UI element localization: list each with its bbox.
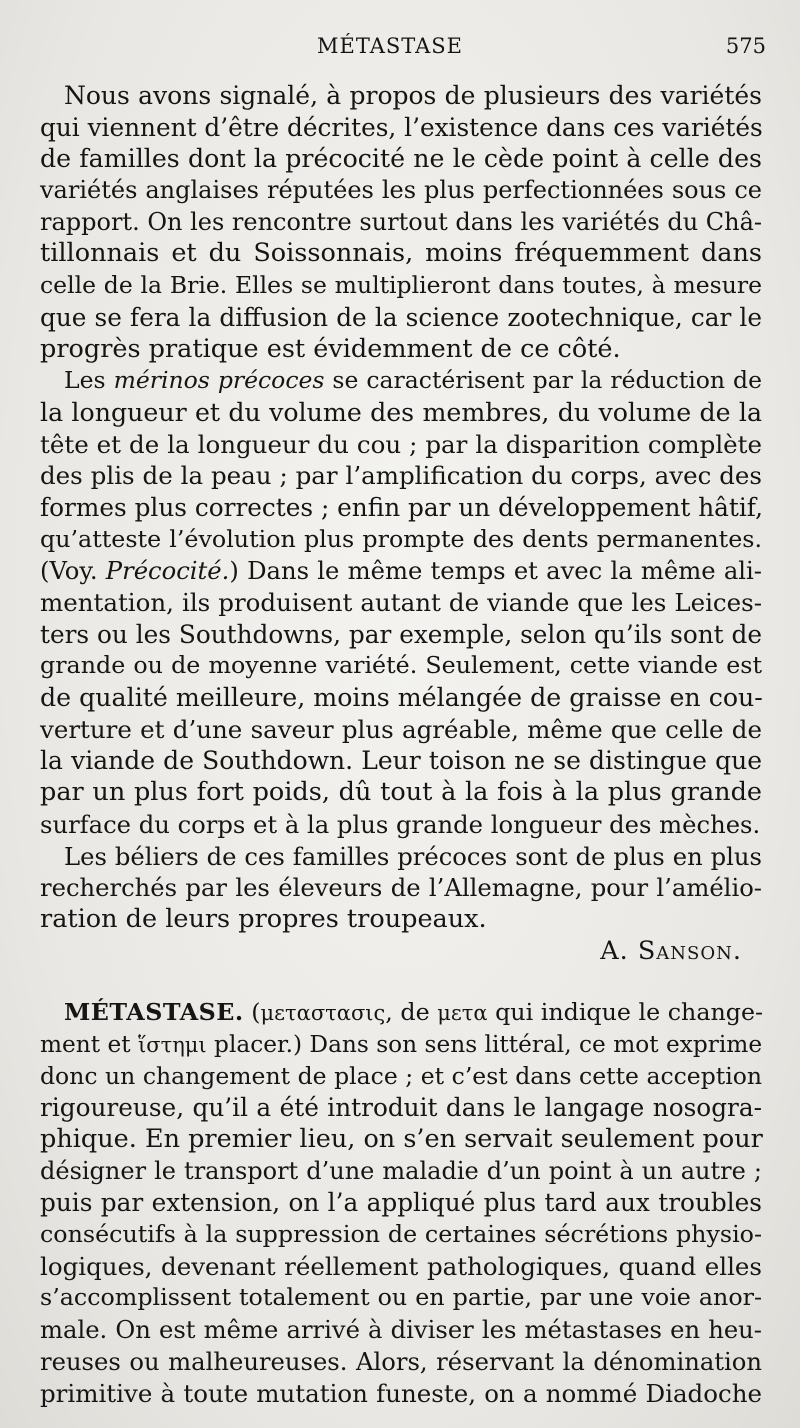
text-run: ( bbox=[243, 998, 261, 1027]
text-line: ters ou les Southdowns, par exemple, selon qu’ils sont de bbox=[40, 619, 762, 649]
text-line: que se fera la diffusion de la science zootechnique, car le bbox=[40, 302, 762, 332]
text-run: ment et bbox=[40, 1030, 139, 1058]
running-title: MÉTASTASE bbox=[317, 34, 463, 58]
text-line: verture et d’une saveur plus agréable, même que celle de bbox=[40, 714, 762, 744]
text-line: de qualité meilleure, moins mélangée de graisse en cou- bbox=[40, 683, 763, 713]
dictionary-entry bbox=[40, 997, 762, 1409]
greek-word: μετα bbox=[437, 1001, 488, 1026]
page-header bbox=[0, 34, 800, 64]
text-line: qu’atteste l’évolution plus prompte des dents permanentes. bbox=[40, 524, 762, 553]
entry-headword: MÉTASTASE. bbox=[64, 998, 244, 1027]
text-line: rigoureuse, qu’il a été introduit dans le langage nosogra- bbox=[40, 1093, 762, 1123]
text-run: Les bbox=[64, 366, 114, 395]
text-line: tillonnais et du Soissonnais, moins fréquemment dans bbox=[40, 238, 762, 269]
text-line: rapport. On les rencontre surtout dans les variétés du Châ- bbox=[40, 207, 763, 236]
text-line: s’accomplissent totalement ou en partie, par une voie anor- bbox=[40, 1283, 762, 1312]
text-line bbox=[40, 555, 762, 587]
text-line bbox=[40, 997, 762, 1029]
paragraph bbox=[40, 80, 762, 365]
text-line bbox=[40, 365, 762, 397]
text-line: male. On est même arrivé à diviser les métastases en heu- bbox=[40, 1315, 762, 1345]
paragraph bbox=[40, 841, 762, 936]
italic-term: mérinos précoces bbox=[113, 366, 325, 395]
text-run: , de bbox=[385, 998, 438, 1027]
text-line: la longueur et du volume des membres, du volume de la bbox=[40, 397, 762, 427]
cross-reference: Précocité. bbox=[105, 556, 230, 586]
text-line: par un plus fort poids, dû tout à la fois à la plus grande bbox=[40, 777, 762, 808]
text-run: qui indique le change- bbox=[487, 998, 764, 1027]
author-signature: A. Sanson. bbox=[600, 935, 742, 966]
text-line: des plis de la peau ; par l’amplification du corps, avec des bbox=[40, 461, 762, 491]
section-gap bbox=[40, 967, 762, 997]
text-line: ration de leurs propres troupeaux. bbox=[40, 903, 487, 934]
text-line: Les béliers de ces familles précoces sont de plus en plus bbox=[64, 841, 762, 871]
text-line: formes plus correctes ; enfin par un développement hâtif, bbox=[40, 492, 763, 522]
text-line: variétés anglaises réputées les plus perfectionnées sous ce bbox=[40, 176, 762, 205]
text-line: la viande de Southdown. Leur toison ne se distingue que bbox=[40, 746, 762, 776]
page-body bbox=[40, 80, 762, 1409]
text-line: tête et de la longueur du cou ; par la disparition complète bbox=[40, 429, 762, 459]
text-line: progrès pratique est évidemment de ce côté. bbox=[40, 333, 621, 364]
text-line: surface du corps et à la plus grande longueur des mèches. bbox=[40, 809, 761, 839]
text-run: se caractérisent par la réduction de bbox=[324, 366, 762, 395]
text-line: celle de la Brie. Elles se multiplieront dans toutes, à mesure bbox=[40, 271, 762, 300]
text-line: désigner le transport d’une maladie d’un point à un autre ; bbox=[40, 1156, 762, 1185]
text-line: Nous avons signalé, à propos de plusieurs des variétés bbox=[64, 81, 762, 110]
text-line: consécutifs à la suppression de certaines sécrétions physio- bbox=[40, 1220, 762, 1249]
text-line: puis par extension, on l’a appliqué plus tard aux troubles bbox=[40, 1188, 762, 1218]
text-line: de familles dont la précocité ne le cède point à celle des bbox=[40, 144, 762, 174]
text-line: primitive à toute mutation funeste, on a nommé Diadoche bbox=[40, 1378, 762, 1408]
text-line: logiques, devenant réellement pathologiques, quand elles bbox=[40, 1251, 762, 1281]
paragraph bbox=[40, 365, 762, 840]
text-run: (Voy. bbox=[40, 556, 106, 586]
text-line: grande ou de moyenne variété. Seulement, cette viande est bbox=[40, 651, 762, 680]
greek-word: ἵστημι bbox=[138, 1032, 207, 1057]
text-line: phique. En premier lieu, on s’en servait seulement pour bbox=[40, 1124, 763, 1154]
text-line: recherchés par les éleveurs de l’Allemagne, pour l’amélio- bbox=[40, 873, 762, 903]
text-line: mentation, ils produisent autant de viande que les Leices- bbox=[40, 588, 762, 617]
text-run: ) Dans le même temps et avec la même ali- bbox=[229, 556, 762, 586]
text-run: placer.) Dans son sens littéral, ce mot exprime bbox=[206, 1030, 763, 1058]
text-line bbox=[40, 1029, 762, 1061]
page-number: 575 bbox=[725, 34, 766, 58]
text-line: qui viennent d’être décrites, l’existence dans ces variétés bbox=[40, 112, 763, 142]
text-line: reuses ou malheureuses. Alors, réservant la dénomination bbox=[40, 1346, 762, 1376]
text-line: donc un changement de place ; et c’est dans cette acception bbox=[40, 1061, 762, 1090]
greek-word: μεταστασις bbox=[260, 1001, 386, 1026]
